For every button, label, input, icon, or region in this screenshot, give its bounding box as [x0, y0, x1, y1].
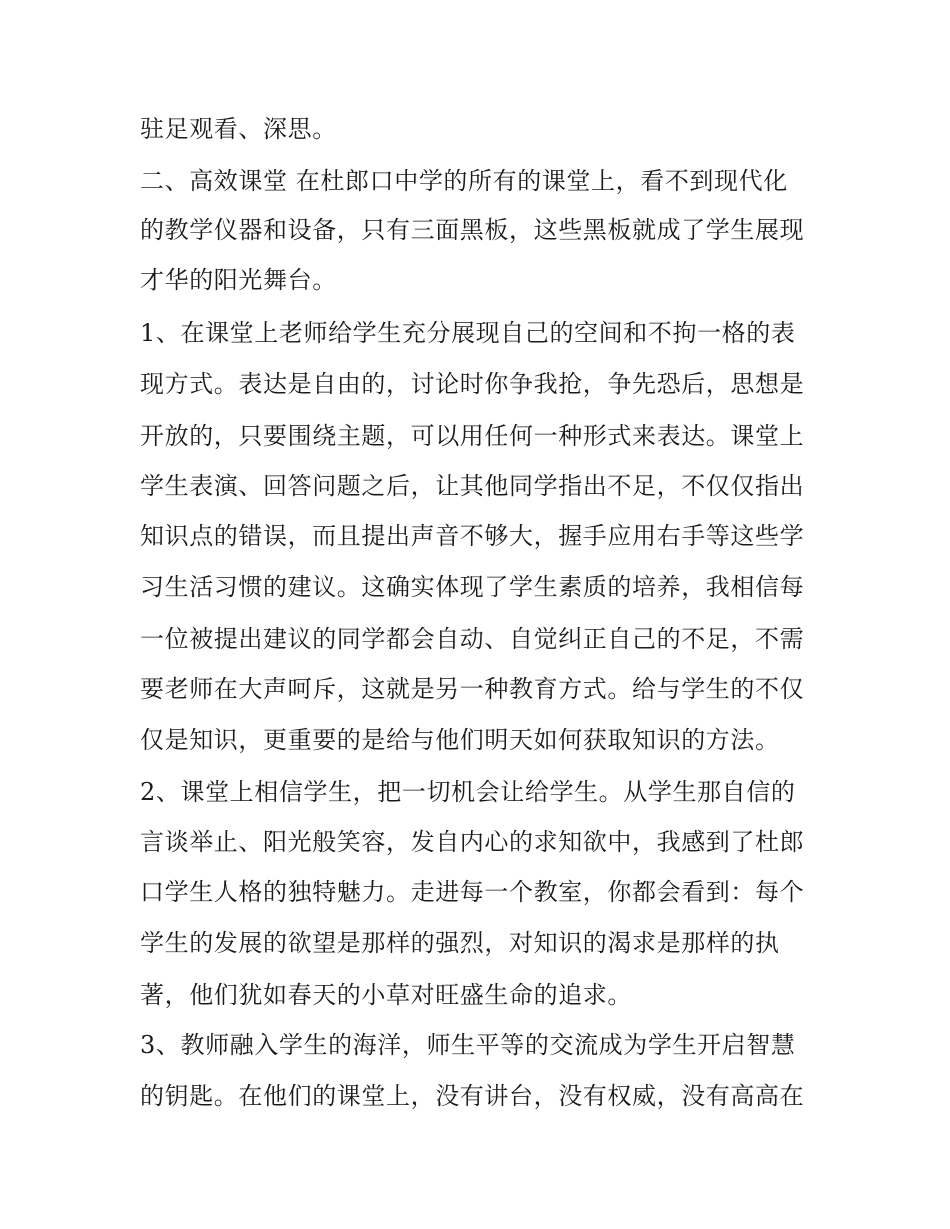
- text-line: 学生的发展的欲望是那样的强烈，对知识的渴求是那样的执: [140, 929, 780, 957]
- text-line: 3、教师融入学生的海洋，师生平等的交流成为学生开启智慧: [140, 1031, 796, 1059]
- text-line: 2、课堂上相信学生，把一切机会让给学生。从学生那自信的: [140, 778, 796, 806]
- text-line: 1、在课堂上老师给学生充分展现自己的空间和不拘一格的表: [140, 319, 796, 347]
- text-line: 的钥匙。在他们的课堂上，没有讲台，没有权威，没有高高在: [140, 1082, 805, 1110]
- text-line: 习生活习惯的建议。这确实体现了学生素质的培养，我相信每: [140, 573, 805, 601]
- text-line: 才华的阳光舞台。: [140, 266, 337, 294]
- text-line: 二、高效课堂 在杜郎口中学的所有的课堂上，看不到现代化: [140, 167, 788, 195]
- text-line: 著，他们犹如春天的小草对旺盛生命的追求。: [140, 981, 632, 1009]
- text-line: 言谈举止、阳光般笑容，发自内心的求知欲中，我感到了杜郎: [140, 828, 805, 856]
- text-line: 现方式。表达是自由的，讨论时你争我抢，争先恐后，思想是: [140, 370, 805, 398]
- text-line: 要老师在大声呵斥，这就是另一种教育方式。给与学生的不仅: [140, 675, 805, 703]
- text-line: 开放的，只要围绕主题，可以用任何一种形式来表达。课堂上: [140, 422, 805, 450]
- text-line: 学生表演、回答问题之后，让其他同学指出不足，不仅仅指出: [140, 472, 805, 500]
- text-line: 一位被提出建议的同学都会自动、自觉纠正自己的不足，不需: [140, 625, 805, 653]
- text-line: 知识点的错误，而且提出声音不够大，握手应用右手等这些学: [140, 522, 805, 550]
- text-line: 仅是知识，更重要的是给与他们明天如何获取知识的方法。: [140, 726, 780, 754]
- text-line: 口学生人格的独特魅力。走进每一个教室，你都会看到：每个: [140, 878, 805, 906]
- text-line: 的教学仪器和设备，只有三面黑板，这些黑板就成了学生展现: [140, 216, 805, 244]
- text-line: 驻足观看、深思。: [140, 115, 337, 143]
